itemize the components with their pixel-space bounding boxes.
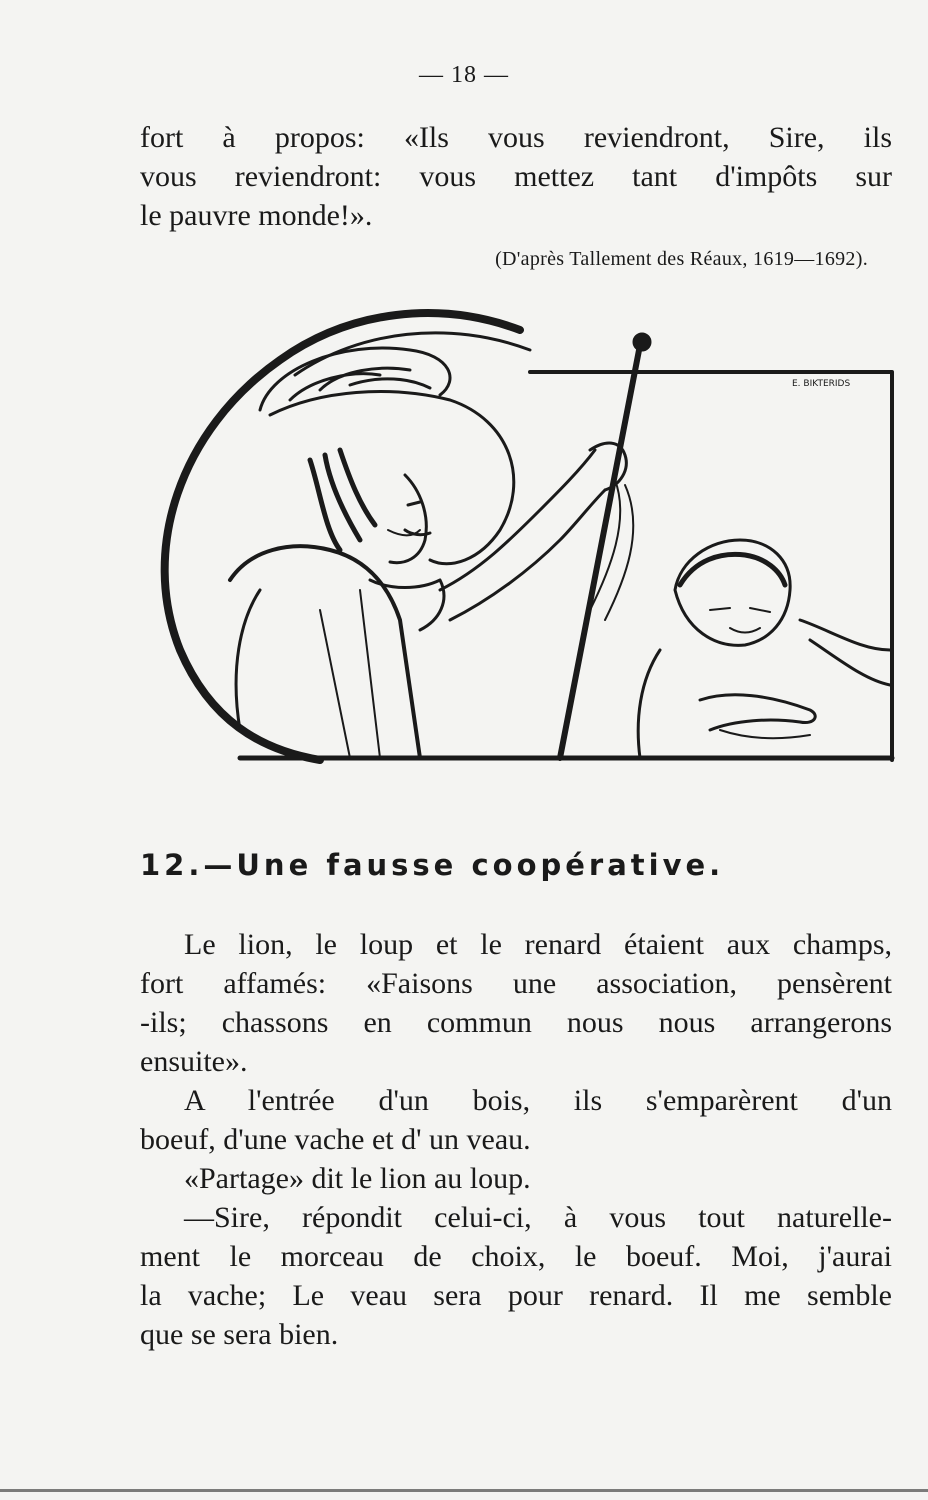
artist-signature: E. BIKTERIDS — [792, 379, 851, 389]
fable-paragraph — [140, 925, 892, 1354]
page-edge-rule — [0, 1489, 928, 1492]
text-line: —Sire, répondit celui-ci, à vous tout naturelle- — [184, 1201, 892, 1234]
illustration-king-and-peasant — [120, 290, 910, 780]
text-line: -ils; chassons en commun nous nous arrangerons — [140, 1006, 892, 1039]
text-line: fort à propos: «Ils vous reviendront, Sire, ils — [140, 121, 892, 154]
text-line: la vache; Le veau sera pour renard. Il me semble — [140, 1279, 892, 1312]
text-line: boeuf, d'une vache et d' un veau. — [140, 1123, 531, 1156]
text-line: «Partage» dit le lion au loup. — [184, 1162, 531, 1195]
text-line: fort affamés: «Faisons une association, pensèrent — [140, 967, 892, 1000]
intro-paragraph — [140, 118, 892, 235]
page-number: — 18 — — [419, 62, 509, 88]
source-citation: (D'après Tallement des Réaux, 1619—1692). — [495, 248, 868, 270]
text-line: vous reviendront: vous mettez tant d'impôts sur — [140, 160, 892, 193]
text-line: A l'entrée d'un bois, ils s'emparèrent d'un — [184, 1084, 892, 1117]
section-title: 12.—Une fausse coopérative. — [140, 848, 725, 882]
text-line: que se sera bien. — [140, 1318, 339, 1351]
text-line: le pauvre monde!». — [140, 199, 373, 232]
text-line: ensuite». — [140, 1045, 248, 1078]
text-line: Le lion, le loup et le renard étaient aux champs, — [184, 928, 892, 961]
text-line: ment le morceau de choix, le boeuf. Moi, j'aurai — [140, 1240, 892, 1273]
